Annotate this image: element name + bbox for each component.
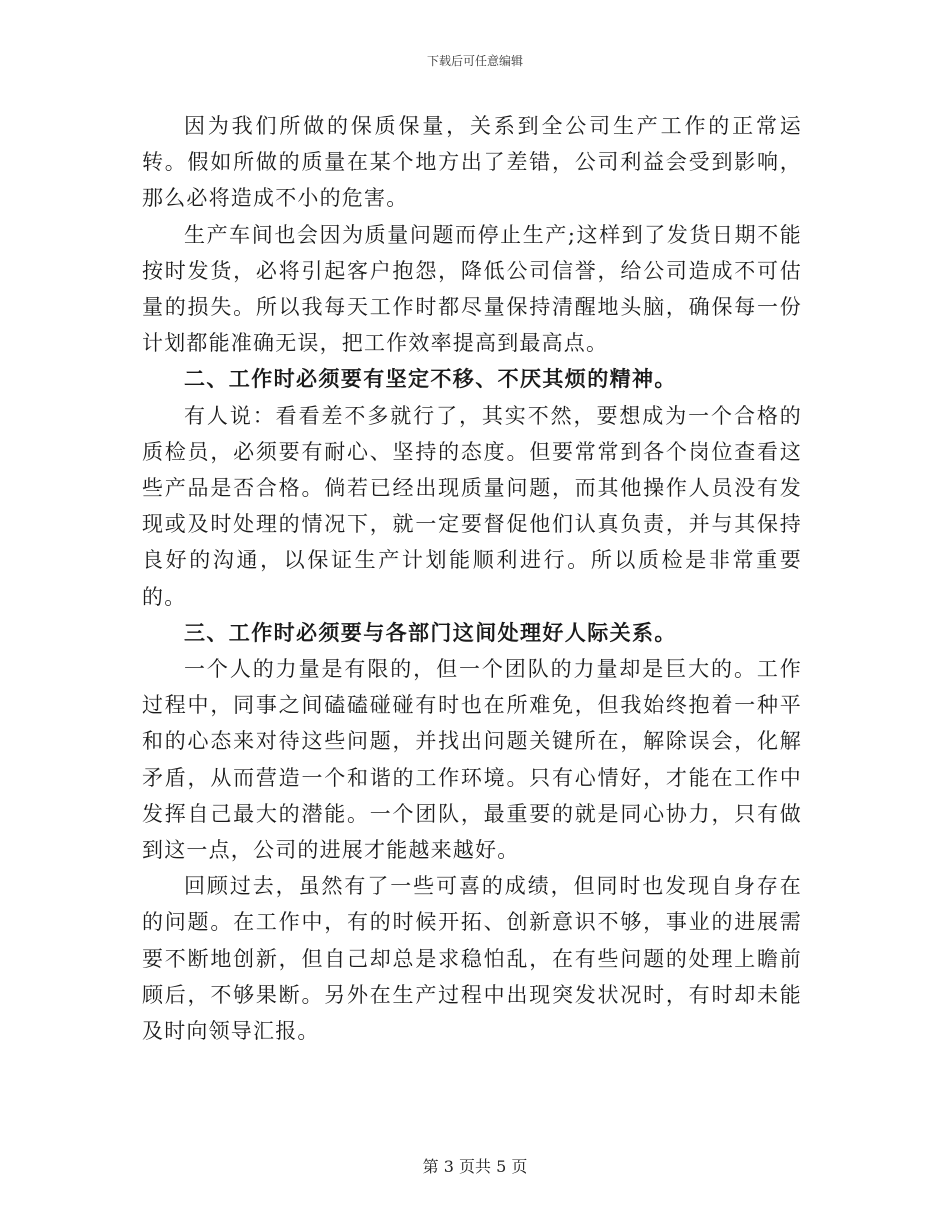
page-footer-page-number: 第 3 页共 5 页	[422, 1157, 528, 1176]
page-header: 下载后可任意编辑	[426, 54, 523, 68]
paragraph-review: 回顾过去，虽然有了一些可喜的成绩，但同时也发现自身存在的问题。在工作中，有的时候开拓、创新意识不够，事业的进展需要不断地创新，但自己却总是求稳怕乱，在有些问题的处理上瞻前顾后，不够果断。另外在生产过程中出现突发状况时，有时却未能及时向领导汇报。	[142, 874, 802, 1044]
document-body	[142, 108, 802, 1049]
section-heading-2: 二、工作时必须要有坚定不移、不厌其烦的精神。	[184, 366, 677, 392]
paragraph-patience: 有人说：看看差不多就行了，其实不然，要想成为一个合格的质检员，必须要有耐心、坚持的态度。但要常常到各个岗位查看这些产品是否合格。倘若已经出现质量问题，而其他操作人员没有发现或及时处理的情况下，就一定要督促他们认真负责，并与其保持良好的沟通，以保证生产计划能顺利进行。所以质检是非常重要的。	[142, 403, 802, 609]
paragraph-teamwork: 一个人的力量是有限的，但一个团队的力量却是巨大的。工作过程中，同事之间磕磕碰碰有时也在所难免，但我始终抱着一种平和的心态来对待这些问题，并找出问题关键所在，解除误会，化解矛盾，从而营造一个和谐的工作环境。只有心情好，才能在工作中发挥自己最大的潜能。一个团队，最重要的就是同心协力，只有做到这一点，公司的进展才能越来越好。	[142, 657, 802, 863]
paragraph-production-loss: 生产车间也会因为质量问题而停止生产;这样到了发货日期不能按时发货，必将引起客户抱怨，降低公司信誉，给公司造成不可估量的损失。所以我每天工作时都尽量保持清醒地头脑，确保每一份计划都能准确无误，把工作效率提高到最高点。	[142, 222, 802, 356]
paragraph-quality-importance: 因为我们所做的保质保量，关系到全公司生产工作的正常运转。假如所做的质量在某个地方出了差错，公司利益会受到影响，那么必将造成不小的危害。	[142, 114, 802, 211]
section-heading-3: 三、工作时必须要与各部门这间处理好人际关系。	[184, 619, 677, 645]
